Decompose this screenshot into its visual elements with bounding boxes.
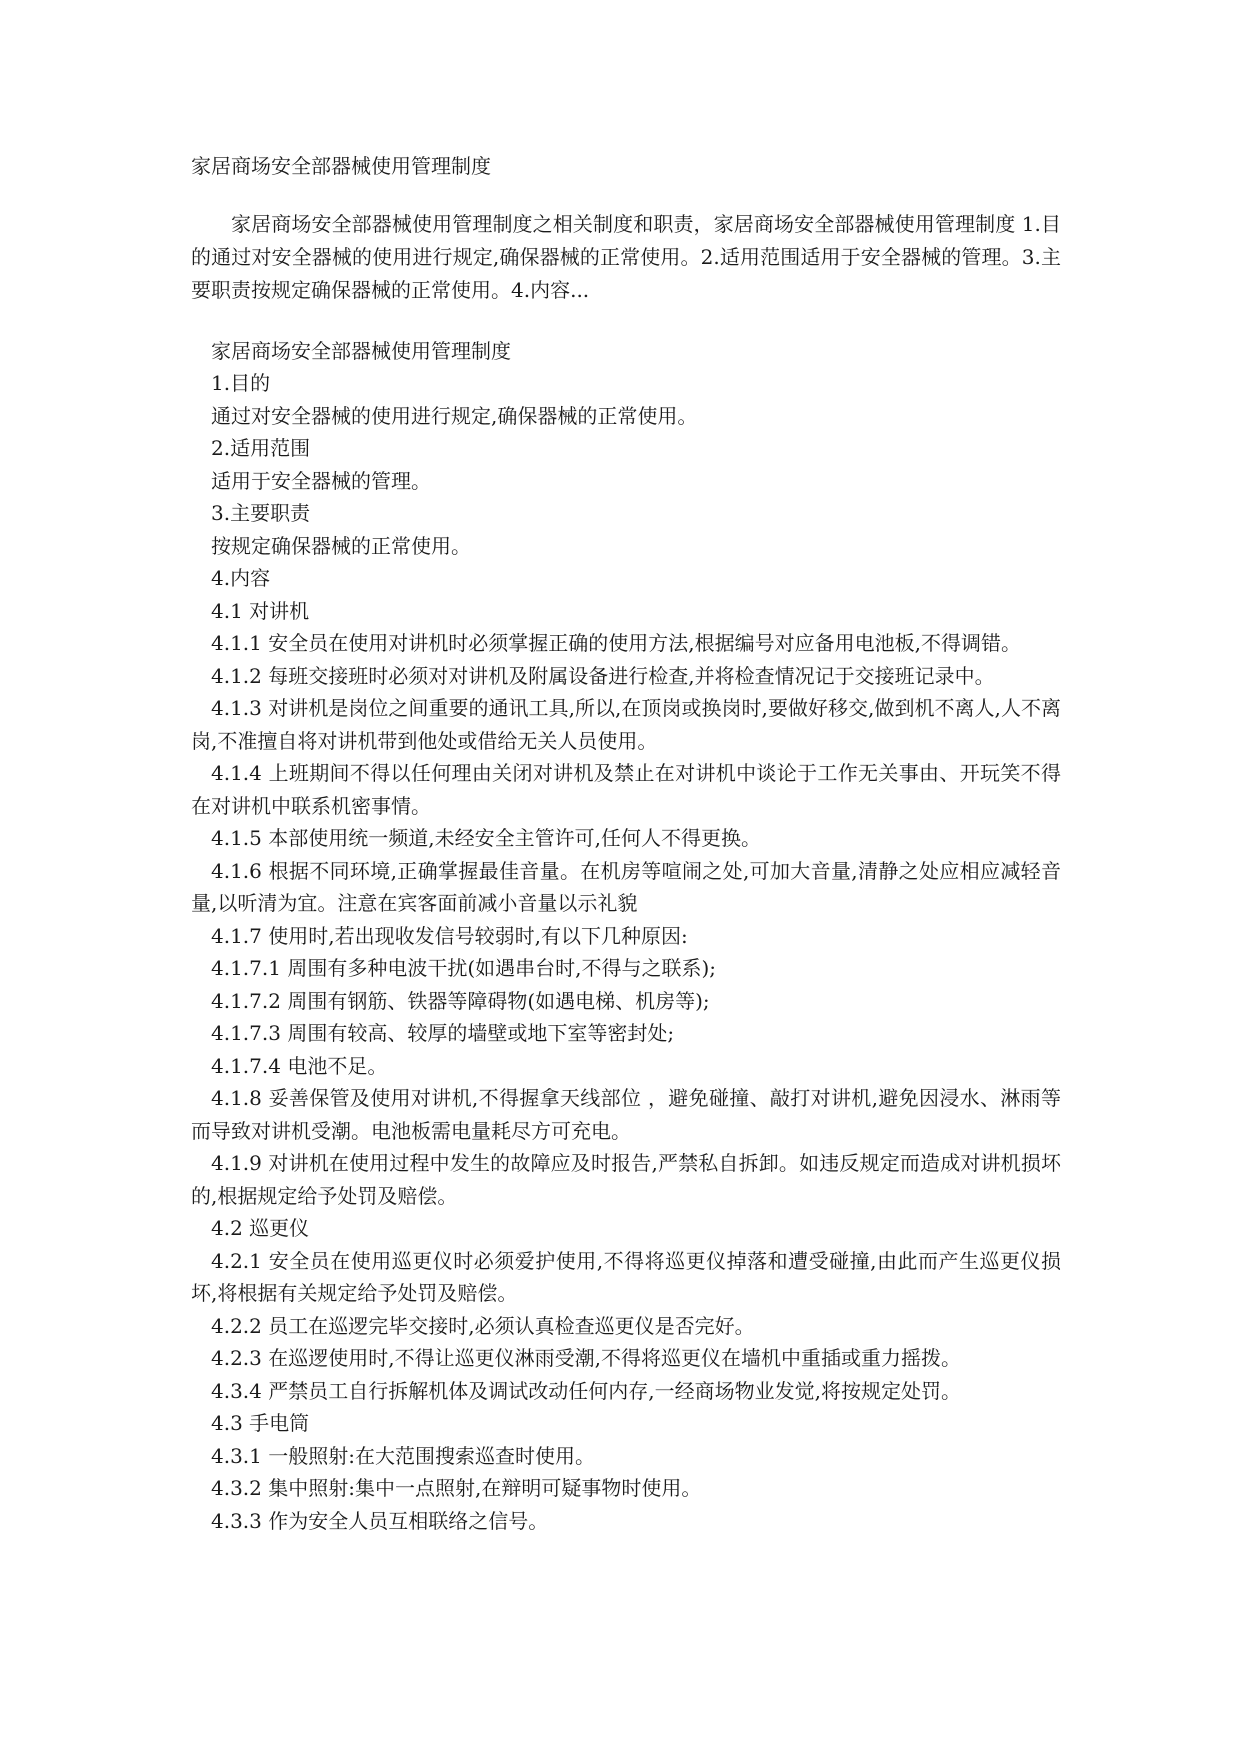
subsection-heading: 4.1 对讲机	[211, 598, 310, 623]
document-page	[191, 150, 1061, 1537]
clause: 4.2.3 在巡逻使用时,不得让巡更仪淋雨受潮,不得将巡更仪在墙机中重插或重力摇拨。	[211, 1346, 961, 1370]
clause: 4.1.7.3 周围有较高、较厚的墙壁或地下室等密封处;	[211, 1021, 675, 1045]
body-title: 家居商场安全部器械使用管理制度	[211, 339, 511, 363]
clause: 4.1.1 安全员在使用对讲机时必须掌握正确的使用方法,根据编号对应备用电池板,不得调错。	[211, 631, 1021, 655]
clause: 4.1.4 上班期间不得以任何理由关闭对讲机及禁止在对讲机中谈论于工作无关事由、开玩笑不得在对讲机中联系机密事情。	[191, 761, 1061, 818]
section-heading: 2.适用范围	[211, 436, 311, 460]
clause: 4.1.8 妥善保管及使用对讲机,不得握拿天线部位 ，避免碰撞、敲打对讲机,避免因浸水、淋雨等而导致对讲机受潮。电池板需电量耗尽方可充电。	[191, 1086, 1061, 1143]
clause: 4.1.2 每班交接班时必须对对讲机及附属设备进行检查,并将检查情况记于交接班记录中。	[211, 663, 995, 688]
section-text: 适用于安全器械的管理。	[211, 468, 431, 493]
section-heading: 3.主要职责	[211, 501, 311, 525]
clause: 4.3.3 作为安全人员互相联络之信号。	[211, 1508, 549, 1533]
clause: 4.1.5 本部使用统一频道,未经安全主管许可,任何人不得更换。	[211, 826, 761, 850]
section-text: 按规定确保器械的正常使用。	[211, 533, 471, 558]
section-text: 通过对安全器械的使用进行规定,确保器械的正常使用。	[211, 403, 698, 428]
clause: 4.1.7 使用时,若出现收发信号较弱时,有以下几种原因:	[211, 923, 688, 948]
document-title: 家居商场安全部器械使用管理制度	[191, 154, 491, 178]
section-heading: 1.目的	[211, 371, 271, 395]
clause: 4.3.1 一般照射:在大范围搜索巡查时使用。	[211, 1443, 595, 1468]
section-heading: 4.内容	[211, 566, 271, 590]
clause: 4.1.3 对讲机是岗位之间重要的通讯工具,所以,在顶岗或换岗时,要做好移交,做到机不离人,人不离岗,不准擅自将对讲机带到他处或借给无关人员使用。	[191, 696, 1061, 753]
subsection-heading: 4.2 巡更仪	[211, 1216, 310, 1240]
clause: 4.1.9 对讲机在使用过程中发生的故障应及时报告,严禁私自拆卸。如违反规定而造成对讲机损坏的,根据规定给予处罚及赔偿。	[191, 1151, 1061, 1208]
clause: 4.1.6 根据不同环境,正确掌握最佳音量。在机房等喧闹之处,可加大音量,清静之处应相应减轻音量,以听清为宜。注意在宾客面前减小音量以示礼貌	[191, 858, 1061, 915]
clause: 4.1.7.4 电池不足。	[211, 1053, 388, 1078]
clause: 4.2.2 员工在巡逻完毕交接时,必须认真检查巡更仪是否完好。	[211, 1313, 755, 1338]
clause: 4.3.4 严禁员工自行拆解机体及调试改动任何内存,一经商场物业发觉,将按规定处罚。	[211, 1378, 961, 1403]
document-body	[191, 367, 1061, 1537]
clause: 4.1.7.2 周围有钢筋、铁器等障碍物(如遇电梯、机房等);	[211, 988, 710, 1013]
clause: 4.3.2 集中照射:集中一点照射,在辩明可疑事物时使用。	[211, 1476, 702, 1500]
document-summary: 家居商场安全部器械使用管理制度之相关制度和职责，家居商场安全部器械使用管理制度 1.目的通过对安全器械的使用进行规定,确保器械的正常使用。2.适用范围适用于安全器械的管理。3.主要职责按规定确保器械的正常使用。4.内容...	[191, 212, 1061, 302]
clause: 4.1.7.1 周围有多种电波干扰(如遇串台时,不得与之联系);	[211, 956, 717, 980]
subsection-heading: 4.3 手电筒	[211, 1411, 310, 1435]
clause: 4.2.1 安全员在使用巡更仪时必须爱护使用,不得将巡更仪掉落和遭受碰撞,由此而产生巡更仪损坏,将根据有关规定给予处罚及赔偿。	[191, 1248, 1061, 1305]
